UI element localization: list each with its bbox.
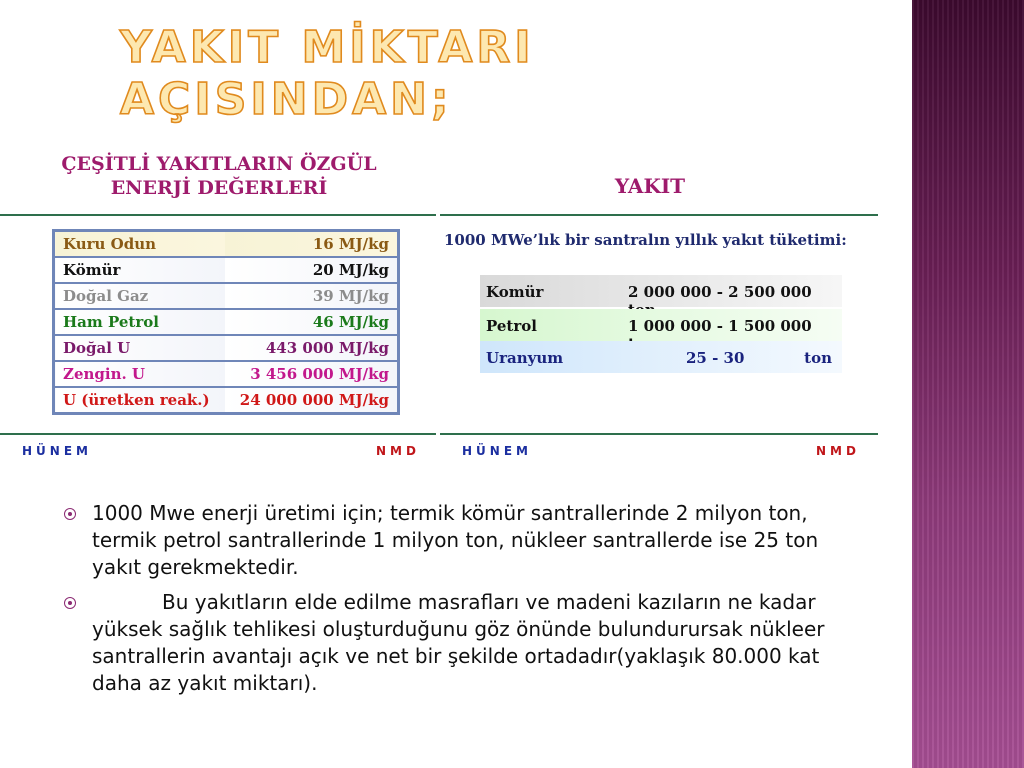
fuel-energy-value: 20 MJ/kg bbox=[225, 257, 399, 283]
left-footer-nmd: NMD bbox=[376, 444, 420, 458]
bullet-text-2: Bu yakıtların elde edilme masrafları ve madeni kazıların ne kadar yüksek sağlık tehlikesi oluşturduğunu göz önünde bulundurursak nükleer santrallerin avantajı açık ve net bir şekilde ortadadır(yaklaşık 80.000 kat daha az yakıt miktarı). bbox=[92, 590, 825, 695]
consumption-fuel: Komür bbox=[486, 283, 544, 301]
fuel-name: U (üretken reak.) bbox=[54, 387, 225, 414]
circle-bullet-icon bbox=[64, 508, 76, 520]
right-footer-hunem: HÜNEM bbox=[462, 444, 532, 458]
fuel-energy-value: 443 000 MJ/kg bbox=[225, 335, 399, 361]
fuel-name: Kömür bbox=[54, 257, 225, 283]
right-bottom-rule bbox=[440, 433, 878, 435]
fuel-name: Doğal U bbox=[54, 335, 225, 361]
fuel-name: Ham Petrol bbox=[54, 309, 225, 335]
fuel-name: Kuru Odun bbox=[54, 231, 225, 258]
left-bottom-rule bbox=[0, 433, 436, 435]
consumption-fuel: Uranyum bbox=[486, 349, 564, 367]
left-panel-heading bbox=[20, 152, 418, 200]
fuel-energy-value: 3 456 000 MJ/kg bbox=[225, 361, 399, 387]
fuel-energy-value: 46 MJ/kg bbox=[225, 309, 399, 335]
fuel-row bbox=[54, 257, 399, 283]
consumption-unit: ton bbox=[804, 349, 832, 367]
consumption-fuel: Petrol bbox=[486, 317, 537, 335]
fuel-row bbox=[54, 335, 399, 361]
bullet-text-1: 1000 Mwe enerji üretimi için; termik kömür santrallerinde 2 milyon ton, termik petrol santrallerinde 1 milyon ton, nükleer santrallerde ise 25 ton yakıt gerekmektedir. bbox=[92, 501, 819, 579]
consumption-subtitle: 1000 MWe’lık bir santralın yıllık yakıt tüketimi: bbox=[444, 231, 847, 249]
consumption-amount: 2 000 000 - 2 500 000 bbox=[628, 283, 812, 301]
left-heading-line1: ÇEŞİTLİ YAKITLARIN ÖZGÜL bbox=[61, 153, 377, 175]
bullet-list bbox=[62, 500, 842, 705]
consumption-row bbox=[480, 341, 842, 373]
slide-title-line2: AÇISINDAN; bbox=[120, 74, 453, 125]
slide-title bbox=[120, 22, 535, 126]
consumption-amount: 1 000 000 - 1 500 000 bbox=[628, 317, 812, 335]
consumption-amount: 25 - 30 bbox=[686, 349, 745, 367]
fuel-energy-value: 24 000 000 MJ/kg bbox=[225, 387, 399, 414]
fuel-row bbox=[54, 361, 399, 387]
fuel-row bbox=[54, 231, 399, 258]
specific-energy-table bbox=[52, 229, 400, 415]
fuel-energy-value: 39 MJ/kg bbox=[225, 283, 399, 309]
fuel-energy-value: 16 MJ/kg bbox=[225, 231, 399, 258]
fuel-name: Zengin. U bbox=[54, 361, 225, 387]
fuel-name: Doğal Gaz bbox=[54, 283, 225, 309]
right-footer-nmd: NMD bbox=[816, 444, 860, 458]
left-top-rule bbox=[0, 214, 436, 216]
consumption-row bbox=[480, 309, 842, 341]
fuel-row bbox=[54, 283, 399, 309]
consumption-row bbox=[480, 275, 842, 307]
fuel-row bbox=[54, 309, 399, 335]
left-footer-hunem: HÜNEM bbox=[22, 444, 92, 458]
decorative-side-band bbox=[912, 0, 1024, 768]
circle-bullet-icon bbox=[64, 597, 76, 609]
slide-title-line1: YAKIT MİKTARI bbox=[120, 22, 535, 73]
right-panel-heading: YAKIT bbox=[614, 174, 686, 198]
bullet-item-2 bbox=[62, 589, 842, 697]
fuel-row bbox=[54, 387, 399, 414]
bullet-item-1 bbox=[62, 500, 842, 581]
left-heading-line2: ENERJİ DEĞERLERİ bbox=[110, 177, 328, 199]
right-top-rule bbox=[440, 214, 878, 216]
